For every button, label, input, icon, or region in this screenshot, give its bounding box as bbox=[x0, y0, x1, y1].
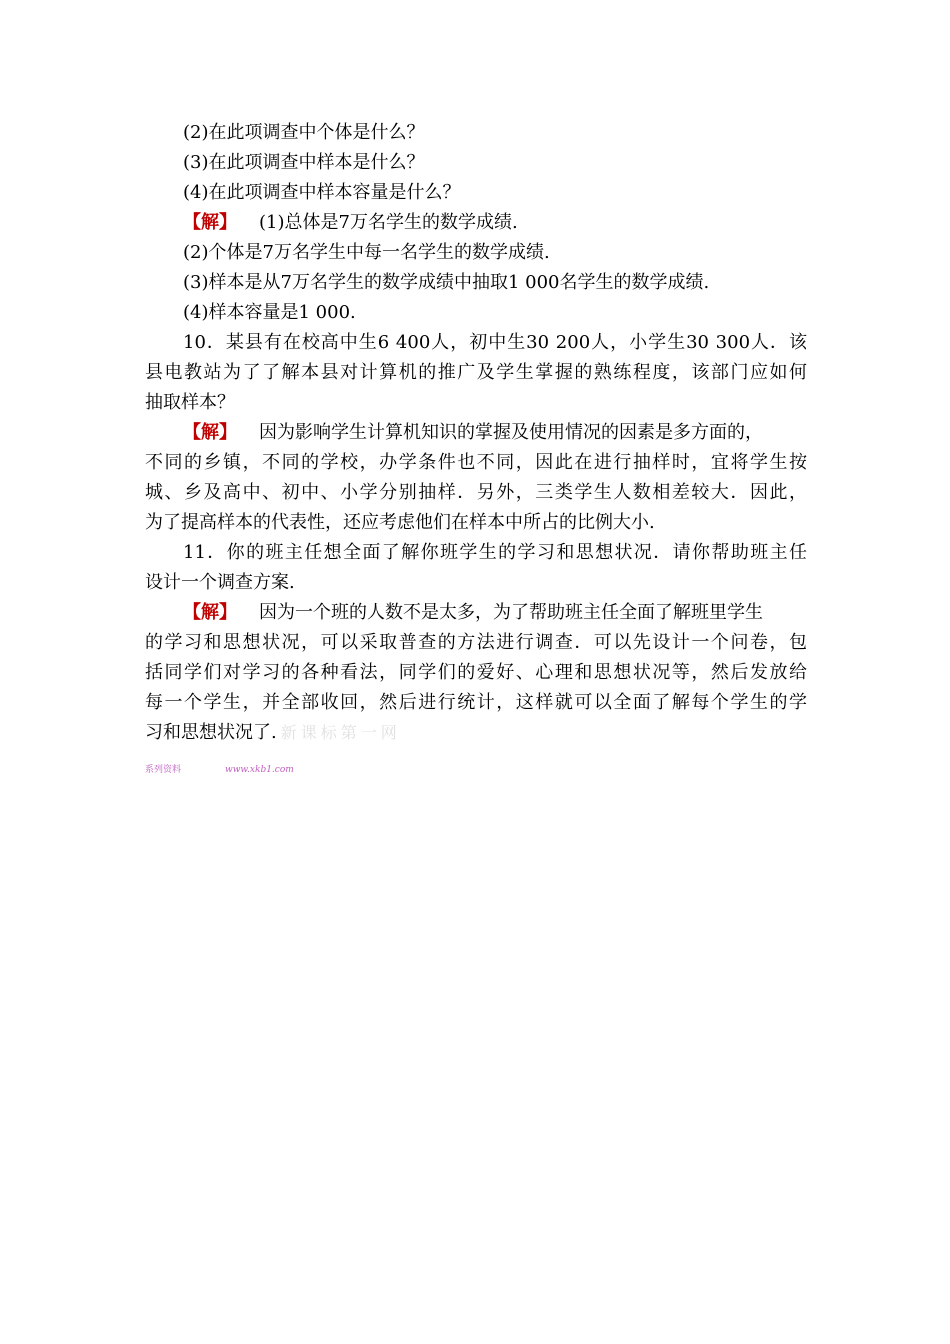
watermark-text: 新课标第一网 bbox=[280, 723, 401, 742]
q9-answer-1 bbox=[145, 208, 807, 238]
page-footer bbox=[145, 764, 294, 776]
answer-label: 【解】 bbox=[183, 422, 237, 443]
q10-answer-line-3: 城、乡及高中、初中、小学分别抽样．另外，三类学生人数相差较大．因此， bbox=[145, 482, 807, 503]
q9-answer-4: (4)样本容量是1 000. bbox=[183, 302, 356, 323]
answer-label: 【解】 bbox=[183, 212, 237, 233]
q11-answer-line-1 bbox=[145, 598, 807, 628]
q10-answer-line-4: 为了提高样本的代表性，还应考虑他们在样本中所占的比例大小. bbox=[145, 512, 655, 533]
q10-question-line-1: 10．某县有在校高中生6 400人，初中生30 200人，小学生30 300人．该 bbox=[183, 332, 807, 353]
q10-answer-line-1 bbox=[145, 418, 807, 448]
q9-answer-2: (2)个体是7万名学生中每一名学生的数学成绩. bbox=[183, 242, 550, 263]
q10-answer-line-2: 不同的乡镇，不同的学校，办学条件也不同，因此在进行抽样时，宜将学生按 bbox=[145, 452, 807, 473]
q10-question-line-2: 县电教站为了了解本县对计算机的推广及学生掌握的熟练程度，该部门应如何 bbox=[145, 362, 807, 383]
q11-question-line-2: 设计一个调查方案. bbox=[145, 572, 295, 593]
q11-answer-line-3: 括同学们对学习的各种看法，同学们的爱好、心理和思想状况等，然后发放给 bbox=[145, 662, 807, 683]
q11-answer-line-1-text: 因为一个班的人数不是太多，为了帮助班主任全面了解班里学生 bbox=[259, 602, 763, 623]
q9-answer-1-text: (1)总体是7万名学生的数学成绩. bbox=[259, 212, 518, 233]
q9-sub-question-4: (4)在此项调查中样本容量是什么？ bbox=[183, 182, 461, 203]
answer-label: 【解】 bbox=[183, 602, 237, 623]
footer-website-link[interactable]: www.xkb1.com bbox=[225, 765, 294, 775]
q9-sub-question-3: (3)在此项调查中样本是什么？ bbox=[183, 152, 425, 173]
document-body bbox=[145, 118, 807, 748]
q9-answer-3: (3)样本是从7万名学生的数学成绩中抽取1 000名学生的数学成绩. bbox=[183, 272, 710, 293]
q11-answer-line-5-text: 习和思想状况了. bbox=[145, 722, 277, 743]
q11-answer-line-5 bbox=[145, 718, 807, 748]
q11-answer-line-2: 的学习和思想状况，可以采取普查的方法进行调查．可以先设计一个问卷，包 bbox=[145, 632, 807, 653]
q11-answer-line-4: 每一个学生，并全部收回，然后进行统计，这样就可以全面了解每个学生的学 bbox=[145, 692, 807, 713]
q10-answer-line-1-text: 因为影响学生计算机知识的掌握及使用情况的因素是多方面的， bbox=[259, 422, 763, 443]
q9-sub-question-2: (2)在此项调查中个体是什么？ bbox=[183, 122, 425, 143]
q10-question-line-3: 抽取样本？ bbox=[145, 392, 235, 413]
q11-question-line-1: 11．你的班主任想全面了解你班学生的学习和思想状况．请你帮助班主任 bbox=[183, 542, 807, 563]
footer-series-label: 系列资料 bbox=[145, 765, 182, 775]
